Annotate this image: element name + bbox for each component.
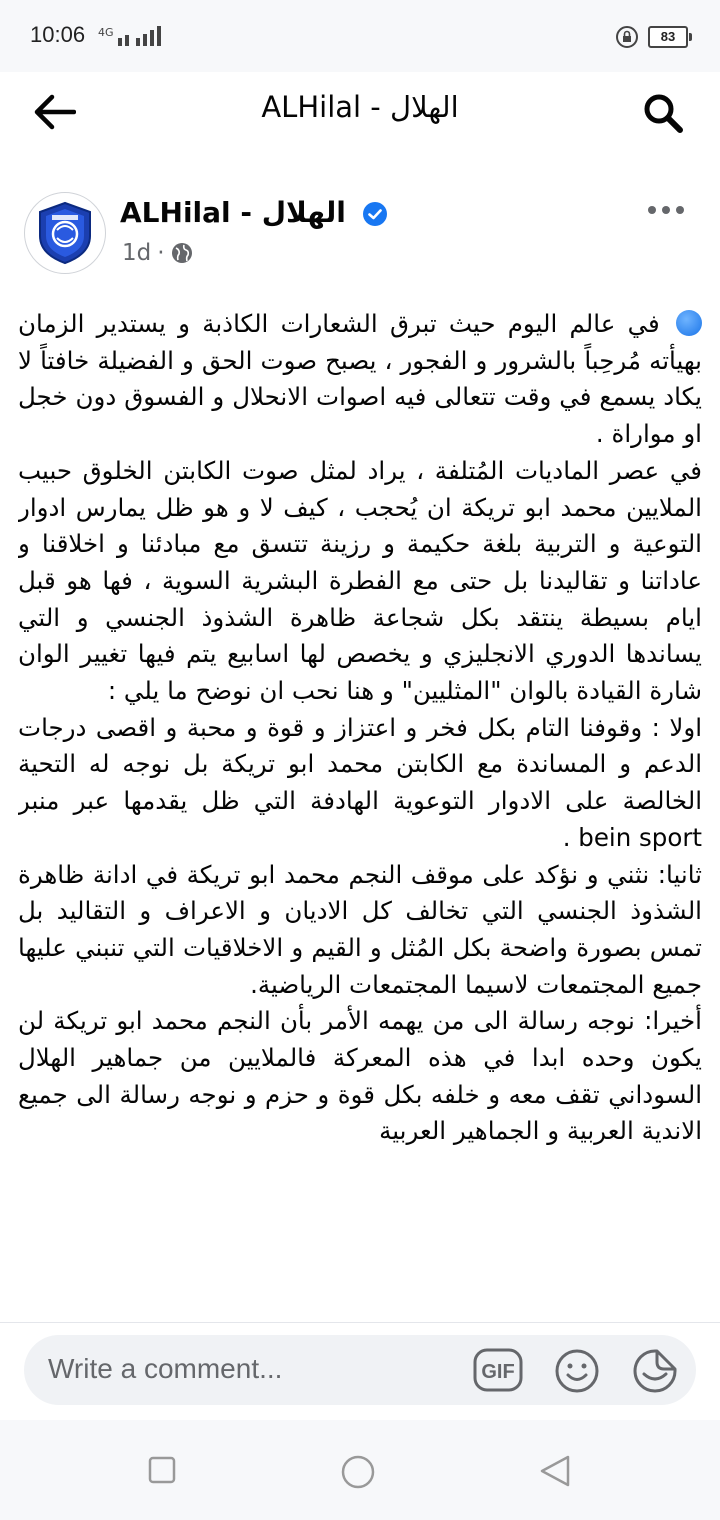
home-icon[interactable] [340,1454,376,1490]
club-crest-icon [32,200,98,266]
search-icon [642,92,684,134]
network-type: 4G [98,26,114,39]
more-options-icon[interactable] [646,198,686,222]
page-name[interactable] [120,196,388,229]
recent-apps-icon[interactable] [148,1456,176,1484]
post-header [0,182,720,282]
back-nav-icon[interactable] [538,1454,572,1488]
post-paragraph: اولا : وقوفنا التام بكل فخر و اعتزاز و قوة و محبة و اقصى درجات الدعم و المساندة مع الكابتن محمد ابو تريكة بل نوجه له التحية الخالصة على الادوار التوعوية الهادفة التي ظل يقدمها عبر منبر bein sport . [18,712,702,852]
post-paragraph: أخيرا: نوجه رسالة الى من يهمه الأمر بأن النجم محمد ابو تريكة لن يكون وحده ابدا في هذه المعركة فالملايين من جماهير الهلال السوداني تقف معه و خلفه بكل قوة و حزم و نوجه رسالة الى جميع الاندية العربية و الجماهير العربية [18,1006,702,1146]
rotation-lock-icon [614,24,640,50]
post-time[interactable]: 1d [122,240,152,266]
blue-circle-emoji-icon [676,310,702,336]
post-text [18,306,702,1318]
status-bar [0,0,720,72]
gif-icon[interactable] [472,1347,524,1393]
signal-icon [116,26,162,46]
sticker-icon[interactable] [632,1348,678,1394]
gif-label: GIF [481,1361,515,1383]
system-nav-bar [0,1420,720,1520]
page-title: ALHilal - الهلال [261,90,459,124]
post-meta: 1d · [122,240,193,266]
post-paragraph: في عصر الماديات المُتلفة ، يراد لمثل صوت الكابتن الخلوق حبيب الملايين محمد ابو تريكة ان يُحجب ، كيف لا و هو ظل يمارس ادوار التوعية و التربية بلغة حكيمة و رزينة تتسق مع مبادئنا و اخلاقنا و عاداتنا و تقاليدنا بل حتى مع الفطرة البشرية السوية ، فها هو قبل ايام بسيطة ينتقد بكل شجاعة ظاهرة الشذوذ الجنسي و التي يساندها الدوري الانجليزي و يخصص لها اسابيع يتم فيها تغيير الوان شارة القيادة بالوان "المثليين" و هنا نحب ان نوضح ما يلي : [18,455,702,706]
comment-input[interactable] [24,1335,696,1405]
page-avatar[interactable] [24,192,106,274]
comment-placeholder: Write a comment... [48,1353,283,1384]
emoji-icon[interactable] [554,1348,600,1394]
page-name-text: ALHilal - الهلال [120,196,346,229]
post-paragraph: في عالم اليوم حيث تبرق الشعارات الكاذبة و يستدير الزمان بهيأته مُرحِباً بالشرور و الفجور ، يصبح صوت الحق و الفضيلة خافتاً لا يكاد يسمع في وقت تتعالى فيه اصوات الانحلال و الفسوق دون خجل او مواراة . [18,309,702,449]
comment-bar [0,1322,720,1421]
search-button[interactable] [636,86,690,140]
battery-icon: 83 [648,26,688,48]
app-header [0,72,720,152]
status-time: 10:06 [30,22,86,47]
verified-badge-icon [362,201,388,227]
globe-icon [171,242,193,264]
post-paragraph: ثانيا: نثني و نؤكد على موقف النجم محمد ابو تريكة في ادانة ظاهرة الشذوذ الجنسي التي تخالف كل الاديان و الاعراف و التقاليد بل تمس بصورة واضحة بكل المُثل و القيم و الاخلاقيات التي تنبني عليها جميع المجتمعات لاسيما المجتمعات الرياضية. [18,859,702,999]
